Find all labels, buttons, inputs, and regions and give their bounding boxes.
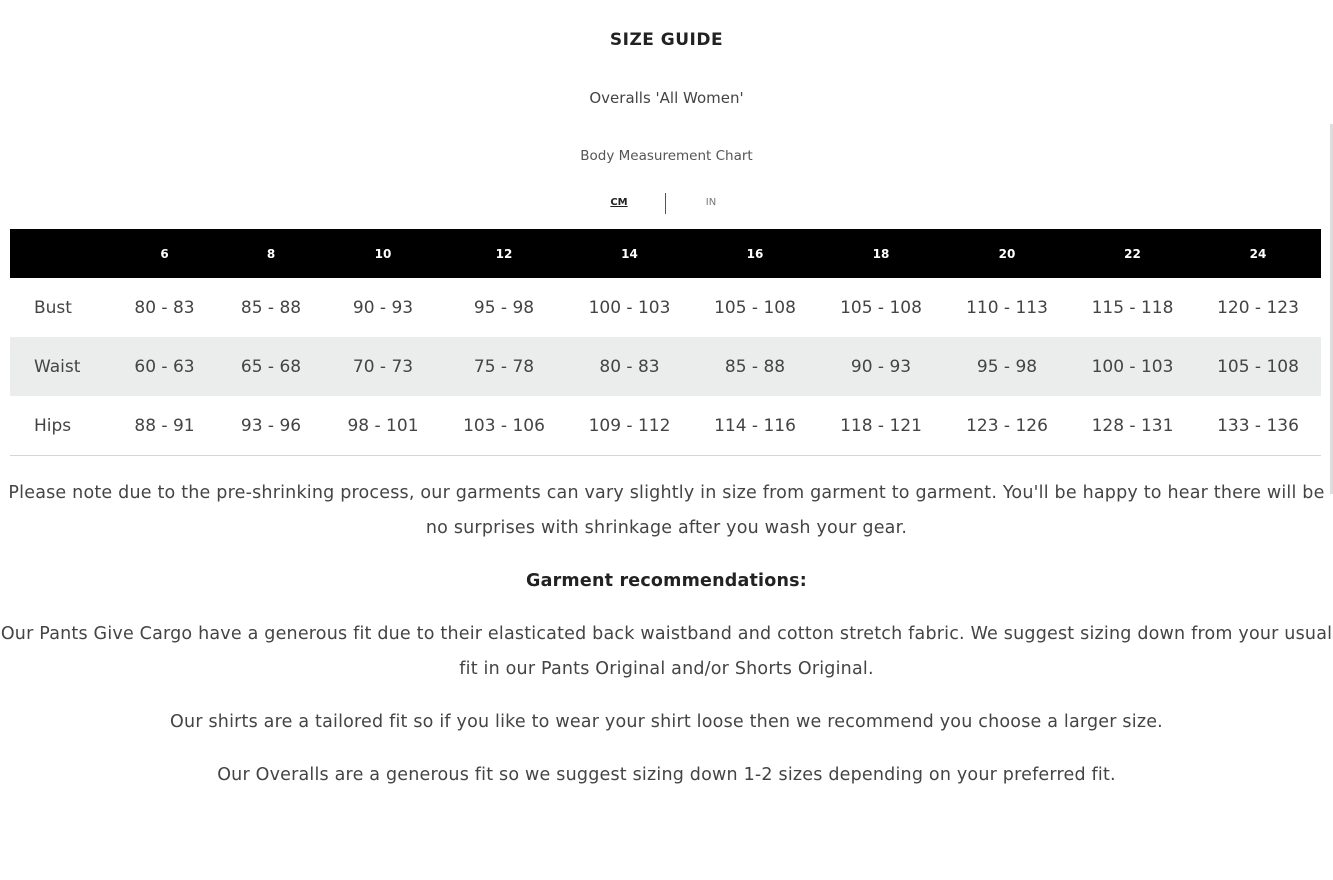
size-header-cell: 18 bbox=[818, 229, 944, 278]
table-cell: 105 - 108 bbox=[1195, 337, 1321, 396]
table-cell: 109 - 112 bbox=[567, 396, 692, 456]
pants-note: Our Pants Give Cargo have a generous fit due to their elasticated back waistband and cotton stretch fabric. We suggest sizing down from your usual fit in our Pants Original and/or Shorts Original. bbox=[0, 624, 1333, 679]
shrink-note: Please note due to the pre-shrinking process, our garments can vary slightly in size from garment to garment. You'll be happy to hear there will be no surprises with shrinkage after you wash your gear. bbox=[8, 483, 1325, 538]
size-header-cell: 20 bbox=[944, 229, 1070, 278]
chart-name: Body Measurement Chart bbox=[580, 148, 753, 164]
size-header-cell: 22 bbox=[1070, 229, 1195, 278]
table-cell: 114 - 116 bbox=[692, 396, 818, 456]
table-cell: 110 - 113 bbox=[966, 297, 1048, 318]
table-cell: 115 - 118 bbox=[1091, 297, 1174, 318]
table-cell: 100 - 103 bbox=[588, 297, 671, 318]
table-cell: 93 - 96 bbox=[217, 396, 325, 456]
size-header-cell: 12 bbox=[441, 229, 567, 278]
product-name: Overalls 'All Women' bbox=[589, 89, 744, 107]
table-cell: 70 - 73 bbox=[325, 337, 441, 396]
table-cell: 105 - 108 bbox=[714, 297, 796, 318]
unit-in-button[interactable]: IN bbox=[705, 197, 717, 208]
recommendations-heading: Garment recommendations: bbox=[526, 571, 807, 591]
row-label: Waist bbox=[10, 337, 112, 396]
size-header-cell: 10 bbox=[325, 229, 441, 278]
table-cell: 95 - 98 bbox=[473, 297, 535, 318]
row-label: Bust bbox=[34, 297, 72, 318]
table-cell: 75 - 78 bbox=[441, 337, 567, 396]
table-cell: 90 - 93 bbox=[818, 337, 944, 396]
table-cell: 85 - 88 bbox=[240, 297, 302, 318]
table-cell: 88 - 91 bbox=[112, 396, 217, 456]
size-header-cell: 24 bbox=[1195, 229, 1321, 278]
row-label: Hips bbox=[10, 396, 112, 456]
table-cell: 133 - 136 bbox=[1195, 396, 1321, 456]
size-table bbox=[10, 229, 1321, 456]
table-row-bust bbox=[10, 278, 1321, 337]
page-title: SIZE GUIDE bbox=[609, 30, 724, 50]
size-header-cell: 6 bbox=[112, 229, 217, 278]
table-cell: 103 - 106 bbox=[441, 396, 567, 456]
table-cell: 105 - 108 bbox=[840, 297, 922, 318]
table-cell: 98 - 101 bbox=[325, 396, 441, 456]
table-cell: 100 - 103 bbox=[1070, 337, 1195, 396]
table-row-waist bbox=[10, 337, 1321, 396]
table-cell: 85 - 88 bbox=[692, 337, 818, 396]
size-header-cell: 8 bbox=[217, 229, 325, 278]
table-cell: 80 - 83 bbox=[567, 337, 692, 396]
size-header-cell bbox=[10, 229, 112, 278]
size-header-row bbox=[10, 229, 1321, 278]
unit-cm-button[interactable]: CM bbox=[610, 197, 628, 208]
table-cell: 95 - 98 bbox=[944, 337, 1070, 396]
table-cell: 128 - 131 bbox=[1070, 396, 1195, 456]
unit-toggle bbox=[0, 193, 1333, 215]
size-header-cell: 14 bbox=[567, 229, 692, 278]
shirts-note: Our shirts are a tailored fit so if you like to wear your shirt loose then we recommend you choose a larger size. bbox=[170, 712, 1163, 732]
table-cell: 60 - 63 bbox=[112, 337, 217, 396]
overalls-note: Our Overalls are a generous fit so we suggest sizing down 1-2 sizes depending on your preferred fit. bbox=[217, 765, 1116, 785]
table-cell: 118 - 121 bbox=[818, 396, 944, 456]
size-notes bbox=[0, 476, 1333, 811]
table-cell: 120 - 123 bbox=[1217, 297, 1299, 318]
table-row-hips bbox=[10, 396, 1321, 456]
table-cell: 123 - 126 bbox=[944, 396, 1070, 456]
size-header-cell: 16 bbox=[692, 229, 818, 278]
table-cell: 65 - 68 bbox=[217, 337, 325, 396]
unit-divider bbox=[665, 193, 666, 214]
table-cell: 90 - 93 bbox=[352, 297, 414, 318]
table-cell: 80 - 83 bbox=[134, 297, 195, 318]
